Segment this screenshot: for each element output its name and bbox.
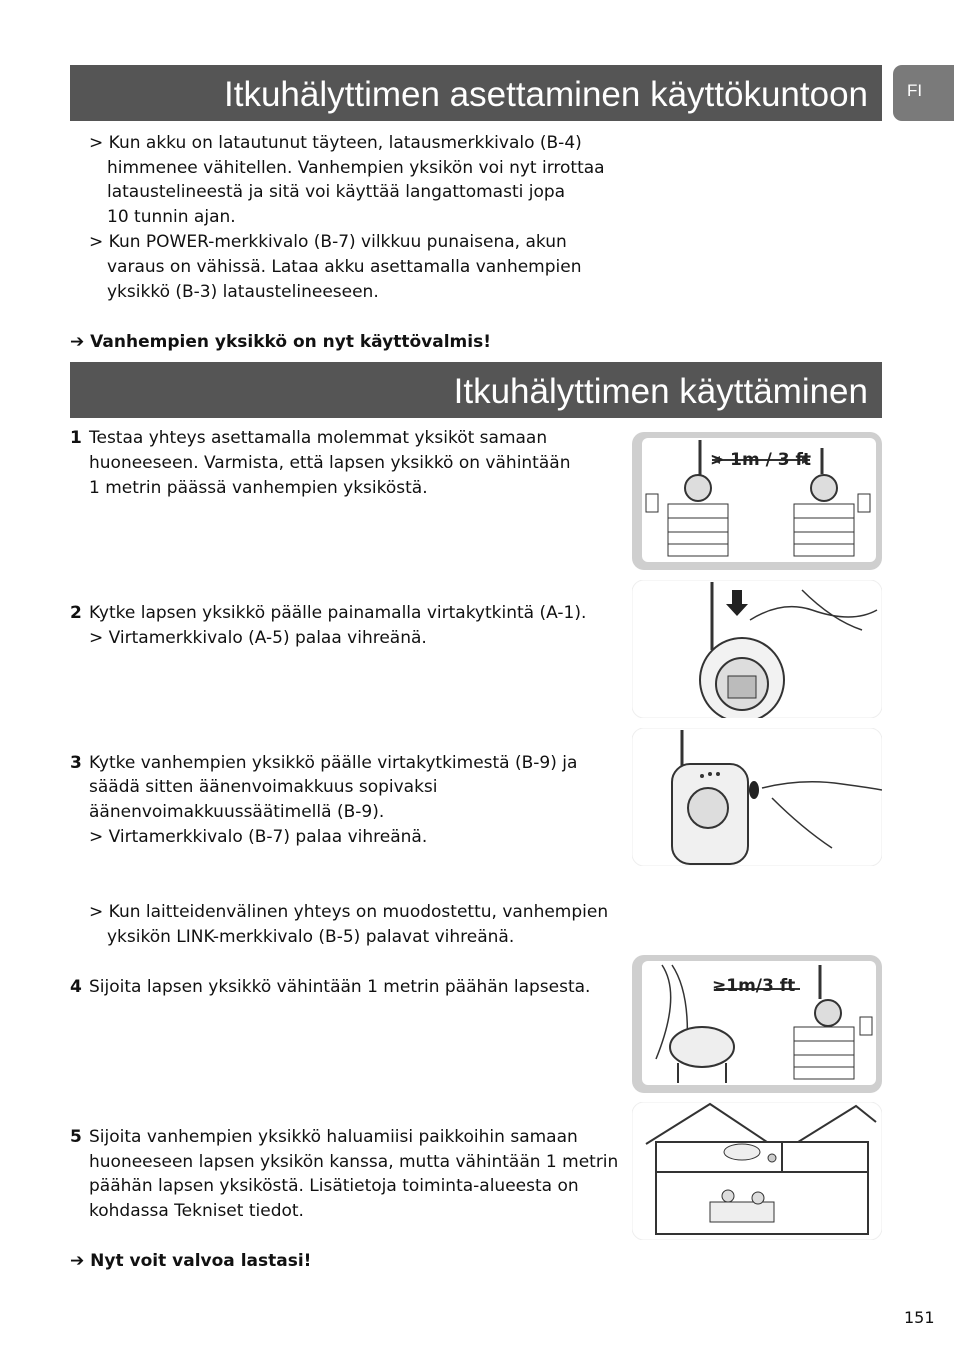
step-1-line: huoneeseen. Varmista, että lapsen yksikkö on vähintään	[89, 453, 571, 473]
intro-result	[70, 330, 491, 355]
step-3-line: > Virtamerkkivalo (B-7) palaa vihreänä.	[89, 827, 428, 847]
intro-line: yksikkö (B-3) lataustelineeseen.	[107, 282, 379, 302]
distance-label: > 1m / 3 ft	[710, 450, 812, 470]
section-title-setup	[70, 65, 882, 121]
intro-line: lataustelineestä ja sitä voi käyttää langattomasti jopa	[107, 182, 566, 202]
page-number: 151	[904, 1308, 935, 1327]
step-number: 4	[70, 977, 82, 997]
illustration-parent-volume	[632, 728, 882, 866]
illustration-crib-distance	[632, 955, 882, 1093]
result-text: Nyt voit valvoa lastasi!	[90, 1251, 312, 1271]
section-title-usage	[70, 362, 882, 418]
step-4	[70, 975, 590, 1000]
arrow-right-icon: ➔	[70, 1251, 85, 1271]
step-5-line: päähän lapsen yksiköstä. Lisätietoja toiminta-alueesta on	[89, 1176, 579, 1196]
section-title-text: Itkuhälyttimen käyttäminen	[453, 372, 868, 411]
arrow-right-icon: ➔	[70, 332, 85, 352]
step-text: Kytke lapsen yksikkö päälle painamalla virtakytkintä (A-1).	[89, 603, 587, 623]
language-tab: FI	[893, 65, 954, 121]
result-text: Vanhempien yksikkö on nyt käyttövalmis!	[90, 332, 491, 352]
final-result	[70, 1249, 311, 1274]
intro-line: himmenee vähitellen. Vanhempien yksikön voi nyt irrottaa	[107, 158, 605, 178]
illustration-house-range	[632, 1102, 882, 1240]
intro-line: > Kun akku on latautunut täyteen, latausmerkkivalo (B-4)	[89, 133, 582, 153]
step-text: Sijoita lapsen yksikkö vähintään 1 metrin päähän lapsesta.	[89, 977, 591, 997]
link-note-line: yksikön LINK-merkkivalo (B-5) palavat vihreänä.	[107, 927, 515, 947]
step-number: 2	[70, 603, 82, 623]
intro-line: varaus on vähissä. Lataa akku asettamalla vanhempien	[107, 257, 582, 277]
step-5-line: kohdassa Tekniset tiedot.	[89, 1201, 304, 1221]
intro-line: > Kun POWER-merkkivalo (B-7) vilkkuu punaisena, akun	[89, 232, 567, 252]
step-2-line: > Virtamerkkivalo (A-5) palaa vihreänä.	[89, 628, 427, 648]
step-text: Testaa yhteys asettamalla molemmat yksiköt samaan	[89, 428, 548, 448]
intro-line: 10 tunnin ajan.	[107, 207, 236, 227]
step-text: Kytke vanhempien yksikkö päälle virtakytkimestä (B-9) ja	[89, 753, 578, 773]
step-text: Sijoita vanhempien yksikkö haluamiisi paikkoihin samaan	[89, 1127, 578, 1147]
step-number: 5	[70, 1127, 82, 1147]
step-3	[70, 751, 577, 776]
link-note-line: > Kun laitteidenvälinen yhteys on muodostettu, vanhempien	[89, 902, 609, 922]
distance-label: ≥1m/3 ft	[712, 976, 796, 996]
step-5-line: huoneeseen lapsen yksikön kanssa, mutta vähintään 1 metrin	[89, 1152, 619, 1172]
illustration-press-power	[632, 580, 882, 718]
step-number: 1	[70, 428, 82, 448]
step-2	[70, 601, 586, 626]
step-5	[70, 1125, 578, 1150]
step-1-line: 1 metrin päässä vanhempien yksiköstä.	[89, 478, 428, 498]
step-number: 3	[70, 753, 82, 773]
illustration-distance-test	[632, 432, 882, 570]
step-3-line: säädä sitten äänenvoimakkuus sopivaksi	[89, 777, 438, 797]
section-title-text: Itkuhälyttimen asettaminen käyttökuntoon	[224, 75, 868, 114]
step-1	[70, 426, 547, 451]
step-3-line: äänenvoimakkuussäätimellä (B-9).	[89, 802, 385, 822]
